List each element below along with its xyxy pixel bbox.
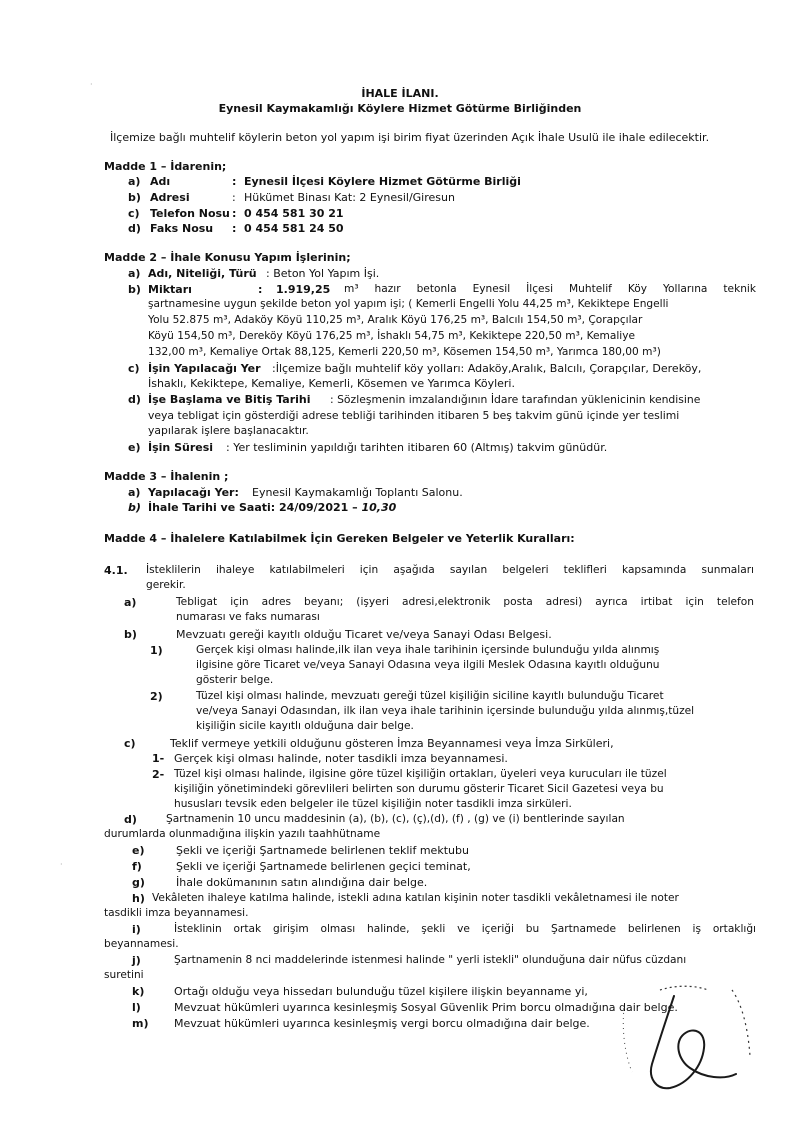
madde1-c-sep: : [232, 207, 237, 220]
madde4-c2-line: Tüzel kişi olması halinde, ilgisine göre tüzel kişiliğin ortakları, üyeleri veya kurucuları ile tüzel [174, 768, 667, 780]
madde2-a-label: Adı, Niteliği, Türü [148, 267, 257, 280]
madde2-d-line: yapılarak işlere başlanacaktır. [148, 424, 309, 437]
madde4-c2-line: hususları tevsik eden belgeler ile tüzel kişiliğin noter tasdikli imza sirküleri. [174, 798, 572, 810]
madde4-a-line: Tebligat için adres beyanı; (işyeri adresi,elektronik posta adresi) ayrıca irtibat için telefon [176, 596, 754, 608]
madde1-heading: Madde 1 – İdarenin; [104, 160, 227, 173]
madde3-a-label: Yapılacağı Yer: [148, 486, 239, 499]
madde4-heading: Madde 4 – İhalelere Katılabilmek İçin Gereken Belgeler ve Yeterlik Kuralları: [104, 532, 575, 545]
madde4-c-text: Teklif vermeye yetkili olduğunu gösteren İmza Beyannamesi veya İmza Sirküleri, [170, 737, 614, 750]
madde4-g-letter: g) [132, 876, 145, 889]
madde4-l-text: Mevzuat hükümleri uyarınca kesinleşmiş Sosyal Güvenlik Prim borcu olmadığına dair belge. [174, 1001, 678, 1014]
madde4-k-letter: k) [132, 985, 145, 998]
madde4-b2-line: kişiliğin sicile kayıtlı olduğuna dair belge. [196, 720, 414, 732]
madde4-b-text: Mevzuatı gereği kayıtlı olduğu Ticaret ve/veya Sanayi Odası Belgesi. [176, 628, 552, 641]
madde4-b1-num: 1) [150, 644, 163, 657]
madde2-e-value: : Yer tesliminin yapıldığı tarihten itibaren 60 (Altmış) takvim günüdür. [226, 441, 608, 454]
madde4-l-letter: l) [132, 1001, 141, 1014]
madde4-d-line: Şartnamenin 10 uncu maddesinin (a), (b), (c), (ç),(d), (f) , (g) ve (i) bentlerinde sayılan [166, 813, 625, 825]
madde4-m-letter: m) [132, 1017, 149, 1030]
madde1-a-value: Eynesil İlçesi Köylere Hizmet Götürme Birliği [244, 175, 521, 188]
madde4-k-text: Ortağı olduğu veya hissedarı bulunduğu tüzel kişilere ilişkin beyanname yi, [174, 985, 588, 998]
madde2-d-label: İşe Başlama ve Bitiş Tarihi [148, 393, 311, 406]
madde4-c2-num: 2- [152, 768, 165, 781]
madde2-c-line: :İlçemize bağlı muhtelif köy yolları: Adaköy,Aralık, Balcılı, Çorapçılar, Dereköy, [272, 362, 702, 375]
madde4-h-letter: h) [132, 892, 145, 905]
madde4-m-text: Mevzuat hükümleri uyarınca kesinleşmiş vergi borcu olmadığına dair belge. [174, 1017, 590, 1030]
madde1-a-letter: a) [128, 175, 141, 188]
madde1-a-sep: : [232, 175, 237, 188]
madde4-i-line: İsteklinin ortak girişim olması halinde, şekli ve içeriği bu Şartnamede belirlenen iş ortaklığı [174, 923, 756, 935]
madde4-d-line: durumlarda olunmadığına ilişkin yazılı taahhütname [104, 828, 381, 840]
madde1-b-letter: b) [128, 191, 141, 204]
madde4-41-num: 4.1. [104, 564, 128, 577]
madde2-a-letter: a) [128, 267, 141, 280]
madde1-d-label: Faks Nosu [150, 222, 214, 235]
madde2-a-value: : Beton Yol Yapım İşi. [266, 267, 380, 280]
madde3-b-label: İhale Tarihi ve Saati: 24/09/2021 – 10,30 [148, 501, 397, 514]
madde2-c-label: İşin Yapılacağı Yer [148, 362, 261, 375]
madde1-d-value: 0 454 581 24 50 [244, 222, 344, 235]
madde4-b2-line: Tüzel kişi olması halinde, mevzuatı gereği tüzel kişiliğin siciline kayıtlı bulunduğu Ticaret [196, 690, 664, 702]
madde4-c-letter: c) [124, 737, 136, 750]
madde1-c-letter: c) [128, 207, 140, 220]
madde4-41-line: İsteklilerin ihaleye katılabilmeleri için aşağıda sayılan belgeleri teklifleri kapsamında sunmaları [146, 564, 754, 576]
madde2-b-letter: b) [128, 283, 141, 296]
madde2-b-label: Miktarı [148, 283, 192, 296]
madde4-d-letter: d) [124, 813, 137, 826]
madde2-e-letter: e) [128, 441, 141, 454]
madde4-e-text: Şekli ve içeriği Şartnamede belirlenen teklif mektubu [176, 844, 469, 857]
madde1-b-label: Adresi [150, 191, 190, 204]
madde1-a-label: Adı [150, 175, 171, 188]
madde1-c-label: Telefon Nosu [150, 207, 230, 220]
madde4-j-line: Şartnamenin 8 nci maddelerinde istenmesi halinde " yerli istekli" olunduğuna dair nüfus cüzdanı [174, 954, 687, 966]
madde1-b-sep: : [232, 191, 236, 204]
madde1-b-value: Hükümet Binası Kat: 2 Eynesil/Giresun [244, 191, 455, 204]
madde2-d-line: veya tebligat için gösterdiği adrese tebliği tarihinden itibaren 5 beş takvim günü içinde yer teslimi [148, 409, 680, 422]
madde2-b-amount: 1.919,25 [276, 283, 331, 296]
madde4-b2-line: ve/veya Sanayi Odasından, ilk ilan veya ihale tarihinin içersinde bulunduğu yılda alınmış,tüzel [196, 705, 695, 717]
madde4-e-letter: e) [132, 844, 145, 857]
madde3-a-value: Eynesil Kaymakamlığı Toplantı Salonu. [252, 486, 463, 499]
madde4-g-text: İhale dokümanının satın alındığına dair belge. [176, 876, 428, 889]
madde2-b-line: m³ hazır betonla Eynesil İlçesi Muhtelif Köy Yollarına teknik [344, 283, 756, 295]
handwritten-signature [612, 968, 762, 1108]
intro-text: İlçemize bağlı muhtelif köylerin beton yol yapım işi birim fiyat üzerinden Açık İhale Usulü ile ihale edilecektir. [110, 131, 710, 144]
madde4-b-letter: b) [124, 628, 137, 641]
madde2-heading: Madde 2 – İhale Konusu Yapım İşlerinin; [104, 251, 351, 264]
madde1-d-letter: d) [128, 222, 141, 235]
madde4-c1-num: 1- [152, 752, 165, 765]
madde1-c-value: 0 454 581 30 21 [244, 207, 344, 220]
madde2-d-letter: d) [128, 393, 141, 406]
madde3-heading: Madde 3 – İhalenin ; [104, 470, 229, 483]
madde2-b-line: Yolu 52.875 m³, Adaköy Köyü 110,25 m³, Aralık Köyü 176,25 m³, Balcılı 154,50 m³, Çorapçılar [148, 314, 643, 326]
madde2-b-sep: : [258, 283, 263, 296]
madde4-b1-line: ilgisine göre Ticaret ve/veya Sanayi Odasına veya ilgili Meslek Odasına kayıtlı olduğunu [196, 659, 660, 671]
madde4-j-letter: j) [132, 954, 141, 967]
madde4-c1-text: Gerçek kişi olması halinde, noter tasdikli imza beyannamesi. [174, 752, 508, 765]
madde4-i-line: beyannamesi. [104, 938, 179, 950]
madde3-b-time: 10,30 [361, 501, 397, 514]
madde4-b2-num: 2) [150, 690, 163, 703]
scan-speck: · [60, 860, 63, 869]
madde2-c-line: İshaklı, Kekiktepe, Kemaliye, Kemerli, Kösemen ve Yarımca Köyleri. [148, 377, 515, 390]
madde3-a-letter: a) [128, 486, 141, 499]
madde2-b-line: şartnamesine uygun şekilde beton yol yapım işi; ( Kemerli Engelli Yolu 44,25 m³, Kekiktepe Engelli [148, 298, 669, 310]
madde2-b-line: Köyü 154,50 m³, Dereköy Köyü 176,25 m³, İshaklı 54,75 m³, Kekiktepe 220,50 m³, Kemaliye [148, 330, 635, 342]
madde4-j-line: suretini [104, 969, 144, 981]
madde4-f-text: Şekli ve içeriği Şartnamede belirlenen geçici teminat, [176, 860, 471, 873]
document-title: İHALE İLANI. [361, 87, 439, 100]
madde4-41-line: gerekir. [146, 579, 186, 591]
madde2-b-line: 132,00 m³, Kemaliye Ortak 88,125, Kemerli 220,50 m³, Kösemen 154,50 m³, Yarımca 180,00 m³) [148, 346, 661, 358]
scan-speck: · [90, 80, 93, 89]
madde4-a-letter: a) [124, 596, 137, 609]
madde4-b1-line: gösterir belge. [196, 674, 274, 686]
madde2-d-line: : Sözleşmenin imzalandığının İdare tarafından yüklenicinin kendisine [330, 393, 701, 406]
madde4-h-line: Vekâleten ihaleye katılma halinde, istekli adına katılan kişinin noter tasdikli vekâletnamesi ile noter [152, 892, 679, 904]
madde4-a-line: numarası ve faks numarası [176, 611, 320, 623]
madde1-d-sep: : [232, 222, 237, 235]
madde4-i-letter: i) [132, 923, 141, 936]
madde2-c-letter: c) [128, 362, 140, 375]
madde4-f-letter: f) [132, 860, 142, 873]
madde3-b-letter: b) [128, 501, 141, 514]
madde2-e-label: İşin Süresi [148, 441, 214, 454]
madde4-c2-line: kişiliğin yönetimindeki görevlileri belirten son durumu gösterir Ticaret Sicil Gazetesi veya bu [174, 783, 664, 795]
madde4-h-line: tasdikli imza beyannamesi. [104, 907, 249, 919]
madde4-b1-line: Gerçek kişi olması halinde,ilk ilan veya ihale tarihinin içersinde bulunduğu yılda alınmış [196, 644, 660, 656]
document-subtitle: Eynesil Kaymakamlığı Köylere Hizmet Götürme Birliğinden [218, 102, 582, 115]
